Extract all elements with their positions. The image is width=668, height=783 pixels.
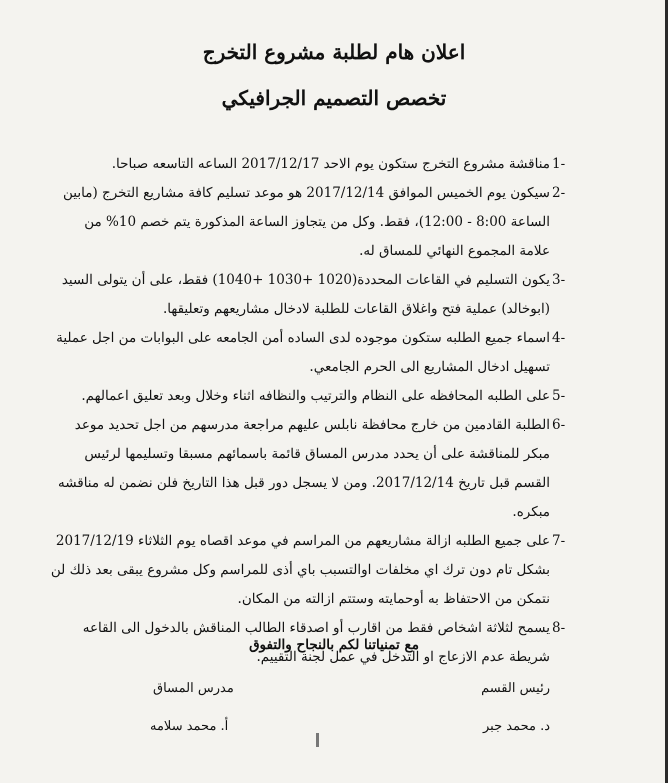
head-of-department-name: د. محمد جبر [482,719,550,734]
item-number: -8 [552,620,566,636]
item-text: على جميع الطلبه ازالة مشاريعهم من المراسم في موعد اقصاه يوم الثلاثاء 2017/12/19 بشكل تام دون ترك اي مخلفات اوالتسبب باي أذى للمراسم وكل مشروع يبقى بعد ذلك لن نتمكن من الاحتفاظ به أوحمايته وستتم ازالته من المكان. [50,533,550,607]
instructions-list [50,150,570,672]
list-item [50,266,570,324]
list-item [50,382,570,411]
item-number: -7 [552,533,566,549]
item-text: يكون التسليم في القاعات المحددة(1020 +1030 +1040) فقط، على أن يتولى السيد (ابوخالد) عملية فتح واغلاق القاعات للطلبة لادخال مشاريعهم وتعليقها. [61,272,550,317]
item-number: -6 [552,417,566,433]
announcement-title: اعلان هام لطلبة مشروع التخرج [202,40,466,64]
instructor-title: مدرس المساق [153,681,234,696]
list-item [50,150,570,179]
list-item [50,527,570,614]
item-text: سيكون يوم الخميس الموافق 2017/12/14 هو موعد تسليم كافة مشاريع التخرج (مابين الساعة 8:00 - 12:00)، فقط. وكل من يتجاوز الساعة المذكورة يتم خصم 10% من علامة المجموع النهائي للمساق له. [63,185,550,259]
instructor-name: أ. محمد سلامه [150,719,229,734]
item-number: -5 [552,388,566,404]
announcement-subtitle: تخصص التصميم الجرافيكي [221,86,447,110]
item-number: -3 [552,272,566,288]
item-number: -1 [552,156,566,172]
head-of-department-title: رئيس القسم [481,681,550,696]
item-text: على الطلبه المحافظه على النظام والترتيب والنظافه اثناء وخلال وبعد تعليق اعمالهم. [81,388,550,404]
item-text: اسماء جميع الطلبه ستكون موجوده لدى الساده أمن الجامعه على البوابات من اجل عملية تسهيل ادخال المشاريع الى الحرم الجامعي. [56,330,550,375]
item-text: الطلبة القادمين من خارج محافظة نابلس عليهم مراجعة مدرسهم من اجل تحديد موعد مبكر للمناقشة على أن يحدد مدرس المساق قائمة باسمائهم مسبقا وتسليمها لرئيس القسم قبل تاريخ 2017/12/14. ومن لا يسجل دور قبل هذا التاريخ فلن نضمن له مناقشه مبكره. [57,417,550,520]
item-number: -2 [552,185,566,201]
closing-wishes: مع تمنياتنا لكم بالنجاح والتفوق [249,637,419,653]
item-text: يسمح لثلاثة اشخاص فقط من اقارب أو اصدقاء الطالب المناقش بالدخول الى القاعه شريطة عدم الازعاج او التدخل في عمل لجنة التقييم. [82,620,550,665]
list-item [50,179,570,266]
item-number: -4 [552,330,566,346]
scan-mark [316,733,319,747]
list-item [50,411,570,527]
item-text: مناقشة مشروع التخرج ستكون يوم الاحد 2017/12/17 الساعه التاسعه صباحا. [111,156,550,172]
list-item [50,324,570,382]
